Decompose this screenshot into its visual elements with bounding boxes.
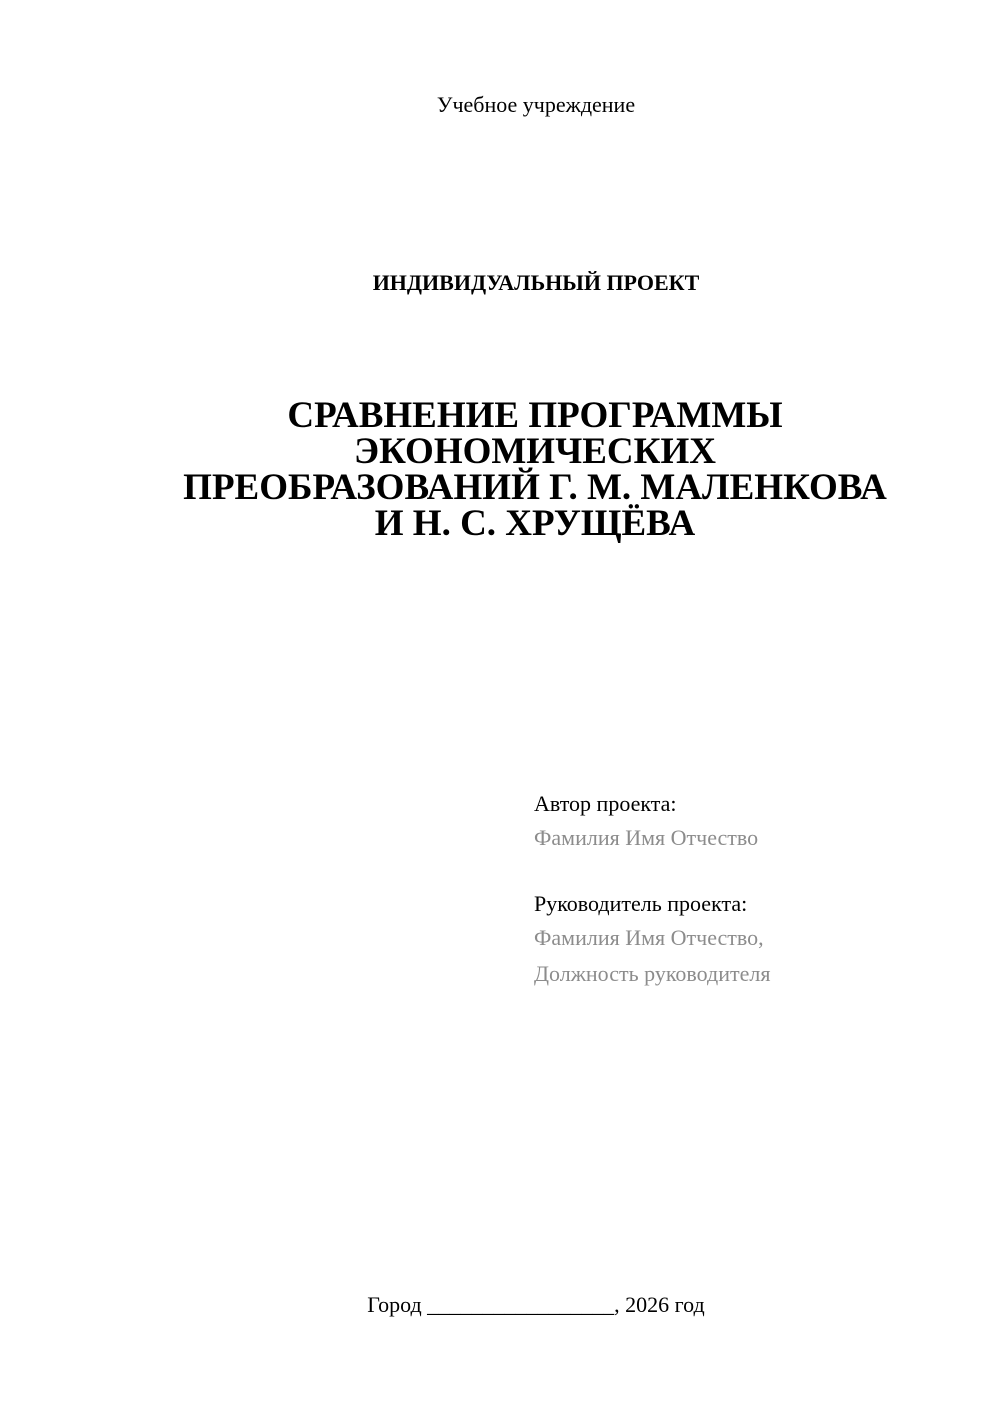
author-block: [534, 788, 974, 856]
city-year-line: Город _________________, 2026 год: [367, 1292, 705, 1317]
author-label: Автор проекта:: [534, 791, 677, 816]
project-people: [534, 788, 974, 992]
project-title-line: СРАВНЕНИЕ ПРОГРАММЫ: [287, 395, 783, 436]
document-type: ИНДИВИДУАЛЬНЫЙ ПРОЕКТ: [372, 270, 700, 295]
institution-name: Учебное учреждение: [436, 92, 636, 117]
project-title: [120, 395, 950, 544]
supervisor-position: Должность руководителя: [534, 961, 771, 986]
block-spacer: [534, 856, 974, 888]
author-name: Фамилия Имя Отчество: [534, 825, 759, 850]
project-title-line: ЭКОНОМИЧЕСКИХ: [354, 431, 716, 472]
project-title-line: И Н. С. ХРУЩЁВА: [374, 503, 696, 544]
supervisor-name: Фамилия Имя Отчество,: [534, 925, 764, 950]
project-title-line: ПРЕОБРАЗОВАНИЙ Г. М. МАЛЕНКОВА: [183, 467, 887, 508]
supervisor-label: Руководитель проекта:: [534, 891, 748, 916]
supervisor-block: [534, 888, 974, 992]
